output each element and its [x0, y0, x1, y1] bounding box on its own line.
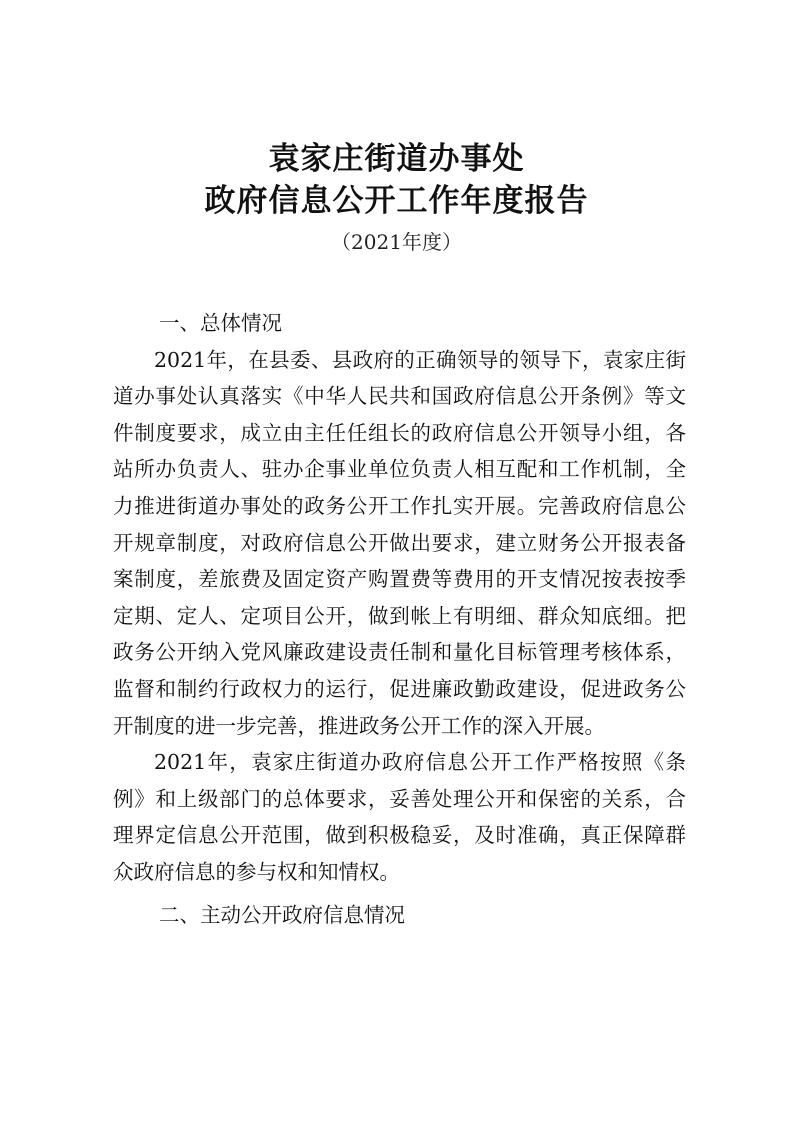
- document-subtitle: （2021年度）: [331, 230, 462, 254]
- body-paragraph: 2021年，袁家庄街道办政府信息公开工作严格按照《条例》和上级部门的总体要求，妥善处理公开和保密的关系，合理界定信息公开范围，做到积极稳妥，及时准确，真正保障群众政府信息的参与权和知情权。: [113, 750, 686, 884]
- body-paragraph: 2021年，在县委、县政府的正确领导的领导下，袁家庄街道办事处认真落实《中华人民共和国政府信息公开条例》等文件制度要求，成立由主任任组长的政府信息公开领导小组，各站所办负责人、驻办企事业单位负责人相互配和工作机制，全力推进街道办事处的政务公开工作扎实开展。完善政府信息公开规章制度，对政府信息公开做出要求，建立财务公开报表备案制度，差旅费及固定资产购置费等费用的开支情况按表按季定期、定人、定项目公开，做到帐上有明细、群众知底细。把政务公开纳入党风廉政建设责任制和量化目标管理考核体系，监督和制约行政权力的运行，促进廉政勤政建设，促进政务公开制度的进一步完善，推进政务公开工作的深入开展。: [113, 347, 686, 738]
- title-block: [0, 138, 793, 256]
- document-body: [113, 305, 686, 933]
- section-heading-overview: 一、总体情况: [159, 311, 282, 335]
- document-title-line-2: 政府信息公开工作年度报告: [204, 183, 589, 219]
- section-heading-proactive-disclosure: 二、主动公开政府信息情况: [159, 902, 405, 927]
- document-title-line-1: 袁家庄街道办事处: [268, 141, 525, 177]
